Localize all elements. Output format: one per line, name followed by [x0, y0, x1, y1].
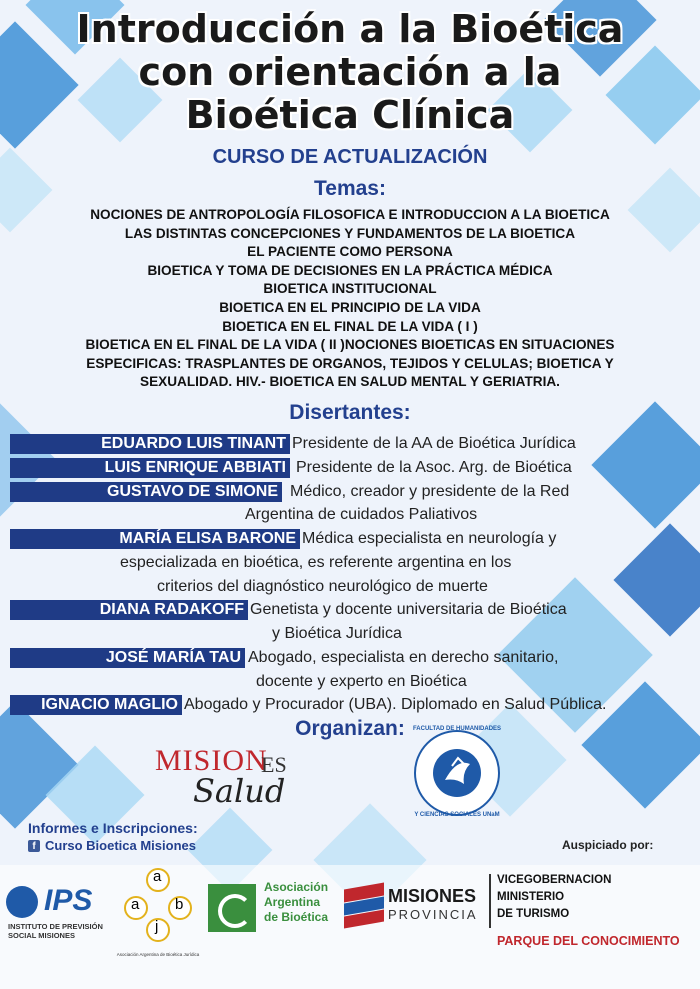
speaker-desc: Médico, creador y presidente de la Red	[290, 483, 570, 500]
vicegobernacion-logo	[497, 872, 611, 923]
page-title	[0, 8, 700, 137]
speaker-name: MARÍA ELISA BARONE	[10, 529, 300, 549]
ips-caption: INSTITUTO DE PREVISIÓN	[8, 922, 103, 931]
ips-wordmark: IPS	[44, 884, 93, 917]
topic-item: NOCIONES DE ANTROPOLOGÍA FILOSOFICA E INTRODUCCION A LA BIOETICA	[90, 207, 610, 222]
sponsor-divider	[489, 874, 491, 928]
misiones-flag-icon	[344, 886, 384, 926]
title-line: Bioética Clínica	[185, 93, 515, 137]
logo-text: ES	[261, 752, 287, 777]
aab-line: Argentina	[264, 895, 321, 909]
speaker-desc: Presidente de la Asoc. Arg. de Bioética	[296, 459, 572, 476]
sponsors-label: Auspiciado por:	[562, 838, 654, 852]
aab-text	[264, 880, 328, 925]
topic-item: BIOETICA EN EL PRINCIPIO DE LA VIDA	[219, 299, 481, 315]
topic-item: BIOETICA EN EL FINAL DE LA VIDA ( I )	[222, 318, 478, 334]
title-line: con orientación a la	[138, 50, 562, 94]
speaker-desc: especializada en bioética, es referente argentina en los	[120, 554, 512, 571]
seal-text: FACULTAD DE HUMANIDADES	[412, 726, 502, 732]
aab-line: Asociación	[264, 880, 329, 894]
parque-conocimiento: PARQUE DEL CONOCIMIENTO	[497, 934, 680, 948]
speaker-name: GUSTAVO DE SIMONE	[10, 482, 282, 502]
speaker-desc: Abogado, especialista en derecho sanitario,	[248, 649, 559, 666]
speaker-name: DIANA RADAKOFF	[10, 600, 248, 620]
aab-line: de Bioética	[264, 910, 329, 924]
speaker-desc: Presidente de la AA de Bioética Jurídica	[292, 435, 576, 452]
aajb-caption: Asociación Argentina de Bioética Jurídica	[116, 952, 200, 957]
topic-item: BIOETICA Y TOMA DE DECISIONES EN LA PRÁCTICA MÉDICA	[147, 262, 553, 278]
topic-item: ESPECIFICAS: TRASPLANTES DE ORGANOS, TEJIDOS Y CELULAS; BIOETICA Y	[86, 355, 614, 371]
seal-text: Y CIENCIAS SOCIALES UNaM	[414, 812, 500, 818]
speaker-desc: Genetista y docente universitaria de Bioética	[250, 601, 567, 618]
speakers-heading: Disertantes:	[289, 401, 411, 424]
speaker-desc: y Bioética Jurídica	[272, 625, 402, 642]
topics-heading: Temas:	[314, 177, 386, 200]
aajb-logo	[118, 868, 198, 960]
misiones-salud-logo	[155, 740, 305, 810]
speaker-desc: Argentina de cuidados Paliativos	[245, 506, 478, 523]
speaker-name: IGNACIO MAGLIO	[10, 695, 182, 715]
provincia-wordmark: PROVINCIA	[388, 907, 478, 922]
aajb-letter: j	[155, 918, 159, 935]
info-heading: Informes e Inscripciones:	[28, 820, 198, 836]
misiones-wordmark: MISIONES	[388, 886, 477, 906]
organizers-heading: Organizan:	[295, 717, 405, 740]
speaker-name: EDUARDO LUIS TINANT	[10, 434, 290, 454]
topics-list	[14, 206, 686, 392]
topic-item: EL PACIENTE COMO PERSONA	[247, 244, 453, 260]
vice-line: VICEGOBERNACION	[497, 874, 612, 886]
title-line: Introducción a la Bioética	[76, 7, 624, 51]
course-subtitle: CURSO DE ACTUALIZACIÓN	[212, 146, 488, 168]
speaker-desc: Abogado y Procurador (UBA). Diplomado en Salud Pública.	[184, 696, 607, 713]
speaker-desc: docente y experto en Bioética	[256, 673, 467, 690]
facultad-seal-logo	[412, 728, 502, 818]
speaker-name: JOSÉ MARÍA TAU	[10, 648, 245, 668]
topic-item: BIOETICA EN EL FINAL DE LA VIDA ( II )NOCIONES BIOETICAS EN SITUACIONES	[85, 337, 615, 353]
ips-emblem-icon	[6, 886, 38, 918]
logo-text: MISION	[155, 744, 268, 777]
aajb-letter: a	[131, 896, 140, 913]
topic-item: LAS DISTINTAS CONCEPCIONES Y FUNDAMENTOS DE LA BIOETICA	[124, 225, 576, 241]
topic-item: SEXUALIDAD. HIV.- BIOETICA EN SALUD MENTAL Y GERIATRIA.	[140, 374, 560, 390]
ips-logo	[6, 884, 126, 940]
aab-logo	[208, 880, 333, 935]
aajb-letter: a	[153, 868, 162, 885]
vice-line: DE TURISMO	[497, 908, 570, 920]
speaker-desc: Médica especialista en neurología y	[302, 530, 557, 547]
misiones-provincia-logo	[344, 882, 489, 932]
ips-caption: SOCIAL MISIONES	[8, 931, 75, 940]
topic-item: BIOETICA INSTITUCIONAL	[263, 281, 437, 297]
facebook-icon: f	[28, 840, 40, 852]
facebook-label: Curso Bioetica Misiones	[45, 838, 196, 853]
logo-text: Salud	[193, 772, 286, 810]
aab-emblem-icon	[208, 884, 256, 932]
vice-line: MINISTERIO	[497, 891, 565, 903]
speaker-name: LUIS ENRIQUE ABBIATI	[10, 458, 290, 478]
seal-icon	[412, 728, 502, 818]
speaker-desc: criterios del diagnóstico neurológico de muerte	[157, 578, 488, 595]
aajb-letter: b	[175, 896, 184, 913]
